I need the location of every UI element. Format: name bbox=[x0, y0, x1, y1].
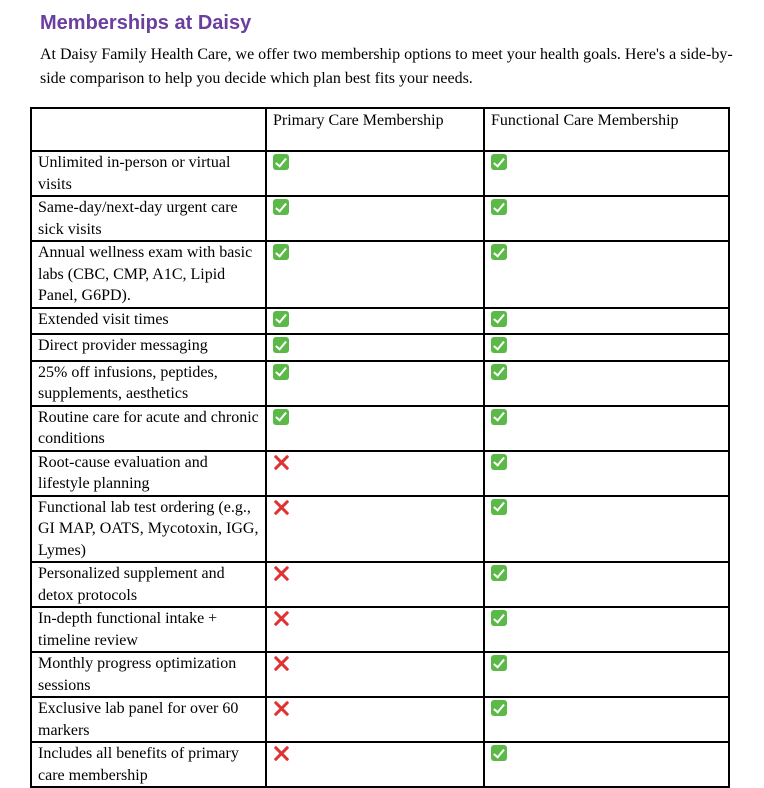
primary-status-cell bbox=[266, 607, 484, 652]
functional-status-cell bbox=[484, 334, 729, 361]
table-row bbox=[31, 151, 729, 196]
cross-mark-icon bbox=[273, 499, 289, 515]
functional-status-cell bbox=[484, 562, 729, 607]
primary-status-cell bbox=[266, 697, 484, 742]
check-mark-icon bbox=[491, 244, 507, 260]
check-mark-icon bbox=[273, 244, 289, 260]
feature-cell: Annual wellness exam with basic labs (CBC, CMP, A1C, Lipid Panel, G6PD). bbox=[31, 241, 266, 308]
check-mark-icon bbox=[273, 154, 289, 170]
table-row bbox=[31, 652, 729, 697]
functional-status-cell bbox=[484, 196, 729, 241]
feature-cell: Monthly progress optimization sessions bbox=[31, 652, 266, 697]
cross-mark-icon bbox=[273, 610, 289, 626]
check-mark-icon bbox=[491, 337, 507, 353]
functional-status-cell bbox=[484, 607, 729, 652]
feature-cell: Exclusive lab panel for over 60 markers bbox=[31, 697, 266, 742]
table-row bbox=[31, 607, 729, 652]
table-row bbox=[31, 334, 729, 361]
feature-cell: In-depth functional intake + timeline review bbox=[31, 607, 266, 652]
table-row bbox=[31, 451, 729, 496]
check-mark-icon bbox=[491, 499, 507, 515]
check-mark-icon bbox=[491, 454, 507, 470]
check-mark-icon bbox=[273, 311, 289, 327]
page-title: Memberships at Daisy bbox=[40, 12, 252, 34]
primary-status-cell bbox=[266, 196, 484, 241]
primary-status-cell bbox=[266, 241, 484, 308]
table-row bbox=[31, 562, 729, 607]
check-mark-icon bbox=[273, 409, 289, 425]
table-row bbox=[31, 406, 729, 451]
feature-cell: Root-cause evaluation and lifestyle planning bbox=[31, 451, 266, 496]
check-mark-icon bbox=[491, 565, 507, 581]
table-body bbox=[31, 151, 729, 787]
functional-status-cell bbox=[484, 361, 729, 406]
check-mark-icon bbox=[491, 154, 507, 170]
membership-comparison-table bbox=[30, 107, 730, 788]
feature-cell: Functional lab test ordering (e.g., GI MAP, OATS, Mycotoxin, IGG, Lymes) bbox=[31, 496, 266, 563]
check-mark-icon bbox=[273, 199, 289, 215]
feature-cell: Direct provider messaging bbox=[31, 334, 266, 361]
table-row bbox=[31, 496, 729, 563]
check-mark-icon bbox=[491, 745, 507, 761]
cross-mark-icon bbox=[273, 700, 289, 716]
primary-status-cell bbox=[266, 406, 484, 451]
check-mark-icon bbox=[491, 610, 507, 626]
cross-mark-icon bbox=[273, 655, 289, 671]
primary-status-cell bbox=[266, 361, 484, 406]
functional-status-cell bbox=[484, 406, 729, 451]
primary-status-cell bbox=[266, 308, 484, 335]
functional-status-cell bbox=[484, 697, 729, 742]
cross-mark-icon bbox=[273, 745, 289, 761]
table-header-row bbox=[31, 108, 729, 151]
functional-status-cell bbox=[484, 151, 729, 196]
check-mark-icon bbox=[491, 655, 507, 671]
functional-status-cell bbox=[484, 241, 729, 308]
functional-status-cell bbox=[484, 308, 729, 335]
cross-mark-icon bbox=[273, 565, 289, 581]
header-primary-care: Primary Care Membership bbox=[266, 108, 484, 151]
table-row bbox=[31, 697, 729, 742]
primary-status-cell bbox=[266, 151, 484, 196]
check-mark-icon bbox=[491, 311, 507, 327]
feature-cell: Includes all benefits of primary care membership bbox=[31, 742, 266, 787]
feature-cell: Same-day/next-day urgent care sick visits bbox=[31, 196, 266, 241]
feature-cell: Unlimited in-person or virtual visits bbox=[31, 151, 266, 196]
functional-status-cell bbox=[484, 451, 729, 496]
table-row bbox=[31, 308, 729, 335]
table-row bbox=[31, 742, 729, 787]
check-mark-icon bbox=[273, 337, 289, 353]
table-row bbox=[31, 241, 729, 308]
primary-status-cell bbox=[266, 562, 484, 607]
feature-cell: Personalized supplement and detox protocols bbox=[31, 562, 266, 607]
intro-paragraph: At Daisy Family Health Care, we offer two membership options to meet your health goals. Here's a side-by-side comparison to help you decide which plan best fits your needs. bbox=[40, 46, 733, 87]
check-mark-icon bbox=[491, 700, 507, 716]
check-mark-icon bbox=[491, 199, 507, 215]
table-row bbox=[31, 196, 729, 241]
functional-status-cell bbox=[484, 652, 729, 697]
feature-cell: 25% off infusions, peptides, supplements, aesthetics bbox=[31, 361, 266, 406]
primary-status-cell bbox=[266, 451, 484, 496]
check-mark-icon bbox=[491, 364, 507, 380]
cross-mark-icon bbox=[273, 454, 289, 470]
primary-status-cell bbox=[266, 496, 484, 563]
primary-status-cell bbox=[266, 334, 484, 361]
primary-status-cell bbox=[266, 742, 484, 787]
feature-cell: Routine care for acute and chronic conditions bbox=[31, 406, 266, 451]
check-mark-icon bbox=[491, 409, 507, 425]
functional-status-cell bbox=[484, 742, 729, 787]
feature-cell: Extended visit times bbox=[31, 308, 266, 335]
functional-status-cell bbox=[484, 496, 729, 563]
table-row bbox=[31, 361, 729, 406]
check-mark-icon bbox=[273, 364, 289, 380]
header-functional-care: Functional Care Membership bbox=[484, 108, 729, 151]
primary-status-cell bbox=[266, 652, 484, 697]
header-feature-cell bbox=[31, 108, 266, 151]
